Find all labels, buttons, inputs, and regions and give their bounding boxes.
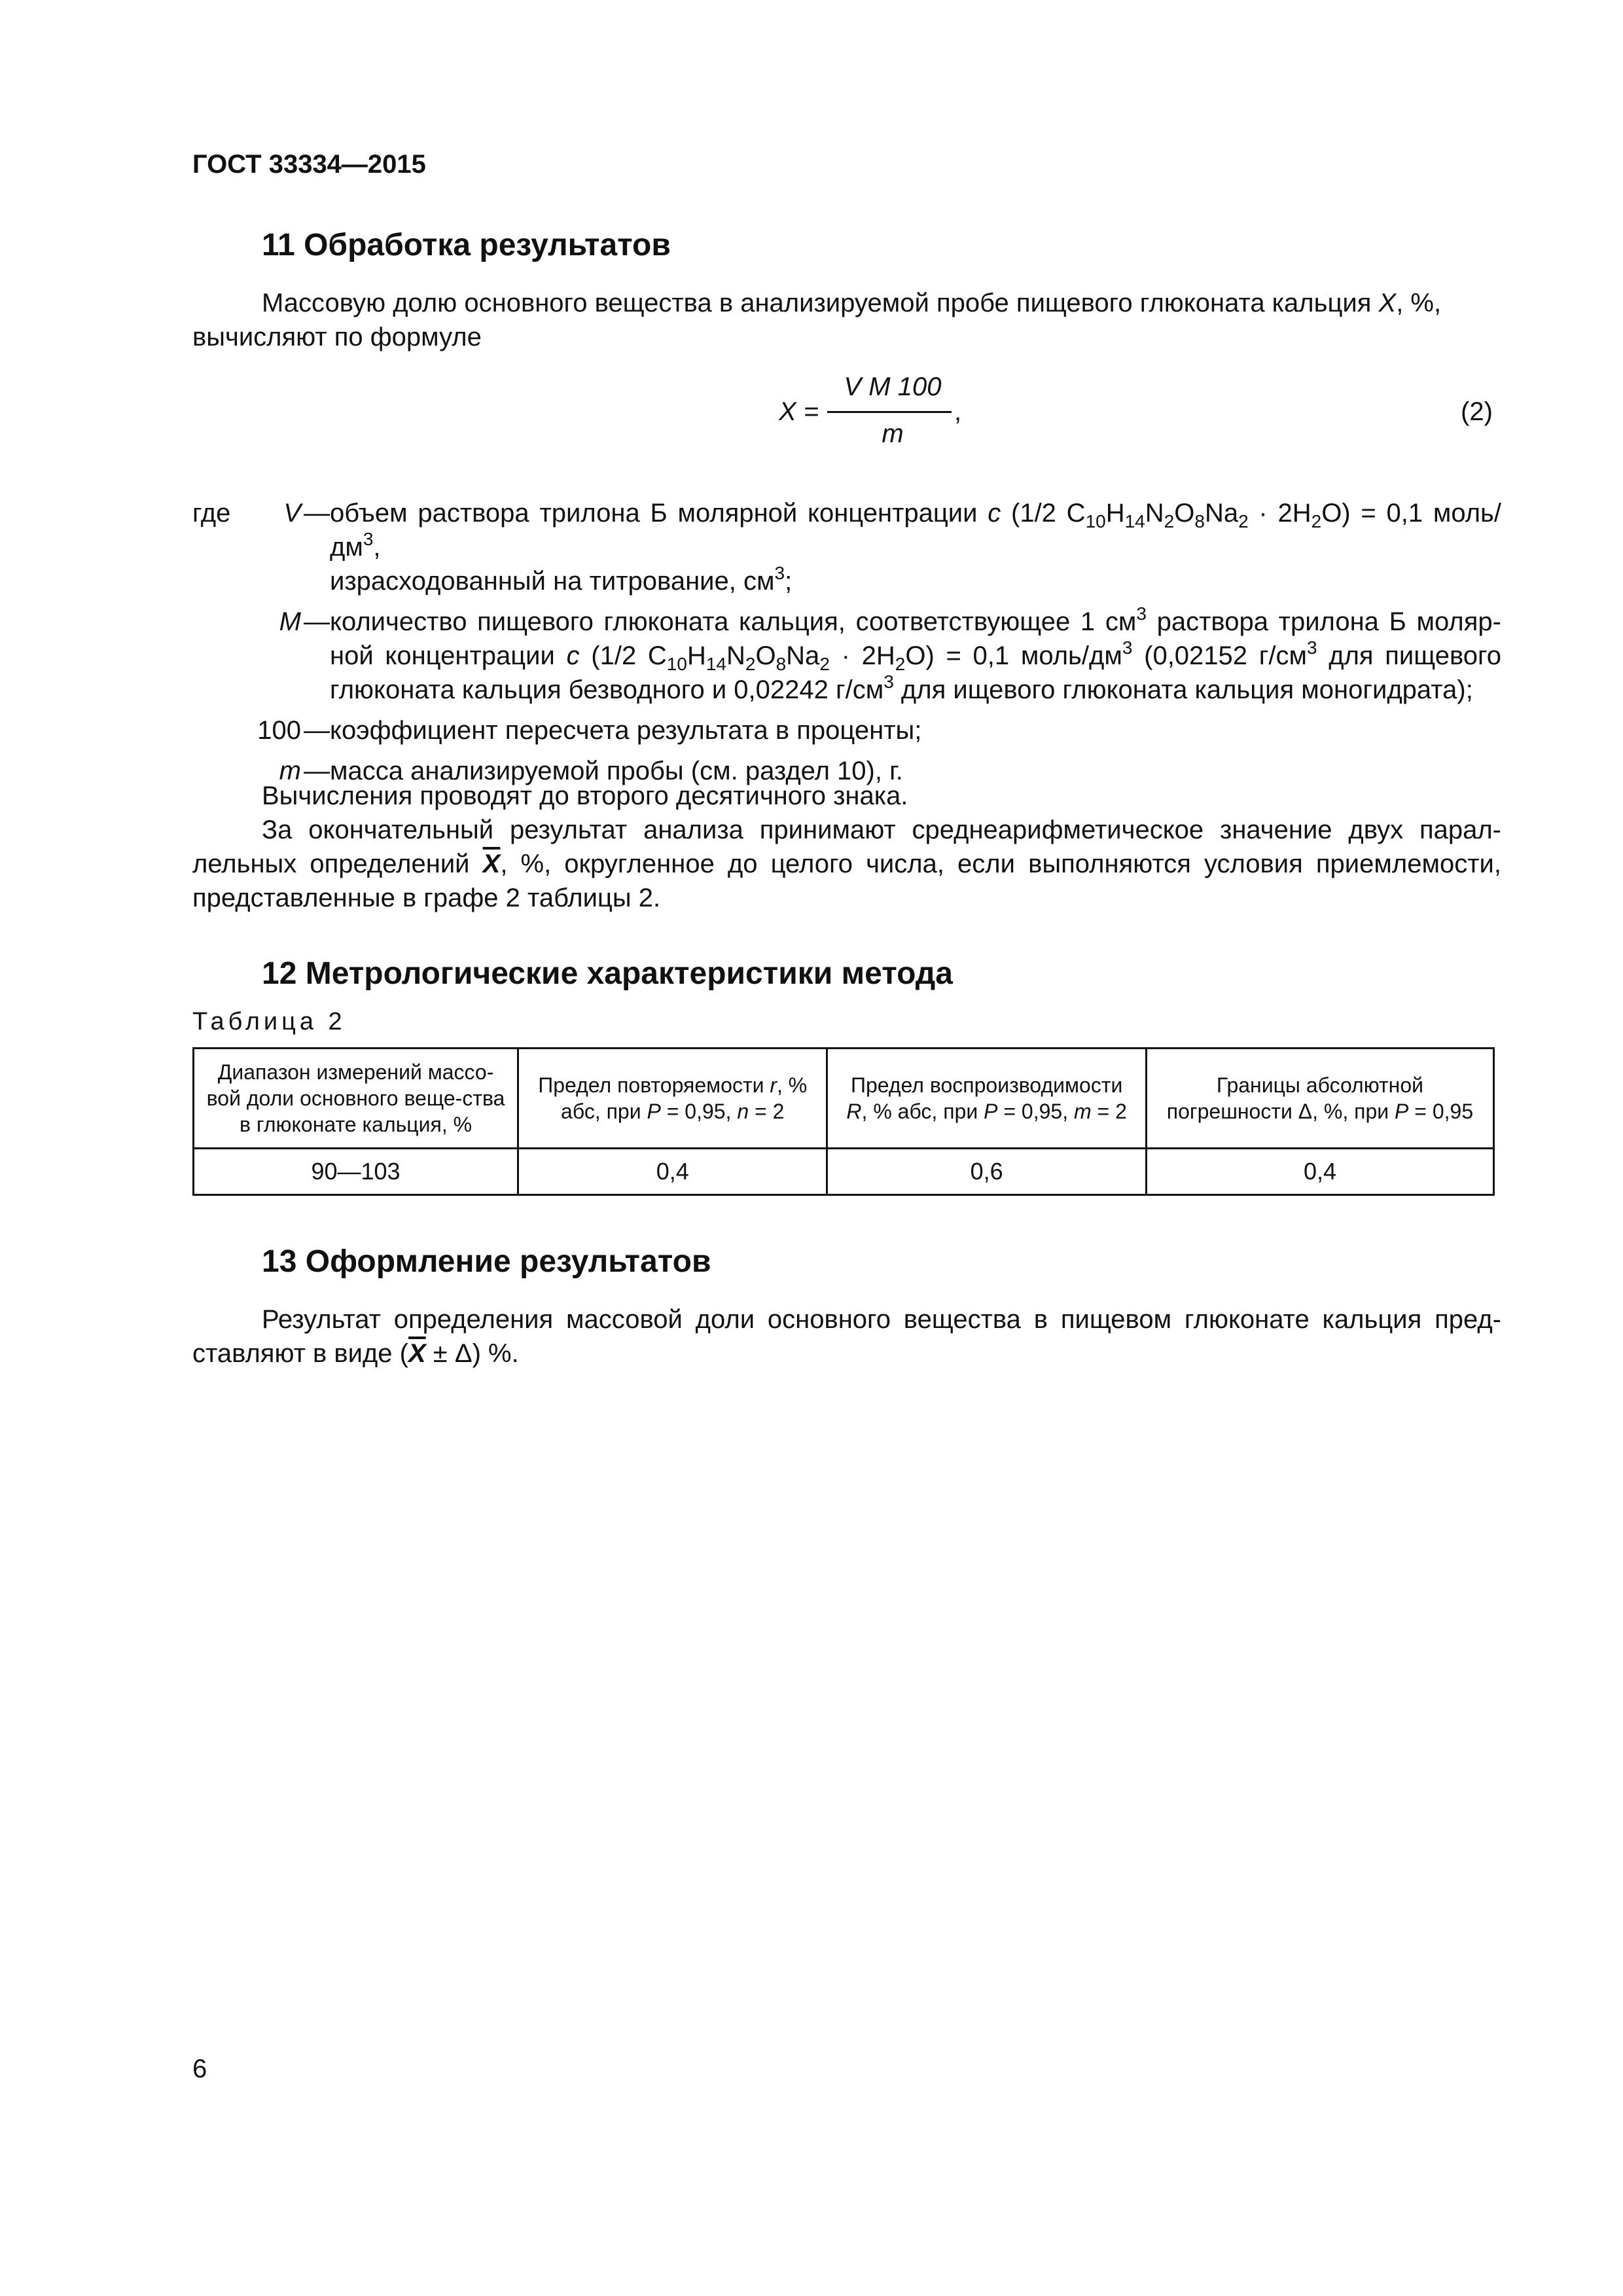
definition-dash: —: [304, 716, 330, 745]
table-cell: 0,6: [827, 1149, 1147, 1195]
definition-m: m — масса анализируемой пробы (см. раздел 10), г.: [192, 754, 1501, 788]
section-13-paragraph: Результат определения массовой доли основного вещества в пищевом глюконате кальция пред- ставляют в виде $(\overline{X} \pm \Delta)$ %.: [192, 1305, 1501, 1368]
formula-numerator: V M 100: [844, 372, 942, 401]
header-repeatability: Предел повторяемости r, % абс, при P = 0,95, n = 2: [518, 1049, 827, 1149]
formula-lhs: X =: [779, 397, 819, 426]
section-13-title: 13 Оформление результатов: [262, 1244, 711, 1279]
final-result-paragraph: За окончательный результат анализа принимают среднеарифметическое значение двух парал- лельных определений $\overline{X}$, %, округленное до целого числа, если выполняются условия приемлемости, представленные в графе 2 таблицы 2.: [192, 816, 1501, 912]
formula: [779, 370, 975, 455]
table-header-row: [194, 1049, 1494, 1149]
definition-M: M — количество пищевого глюконата кальция, соответствующее 1 $см^3$ раствора трилона Б моляр- ной концентрации c (1/2 $C_{10}H_{14}N_2O_8Na_2 \cdot 2H_2O) = 0,1$ моль/$дм^3$ (0,02152 $г/см^3$ для пищевого глюконата кальция безводного и 0,02242 $г/см^3$ для ищевого глюконата кальция моногидрата);: [192, 605, 1501, 707]
definition-V: где V — объем раствора трилона Б молярной концентрации c (1/2 $C_{10}H_{14}N_2O_8Na_2 \cdot 2H_2O) = 0,1$ моль/$дм^3$, израсходованный на титрование, $см^3$;: [192, 496, 1501, 598]
header-reproducibility: Предел воспроизводимости R, % абс, при P = 0,95, m = 2: [827, 1049, 1147, 1149]
definition-dash: —: [304, 499, 330, 528]
definition-dash: —: [304, 757, 330, 785]
table-caption: Таблица 2: [192, 1008, 346, 1035]
formula-denominator: m: [882, 420, 904, 448]
definition-term: M: [279, 607, 301, 636]
definition-term: 100: [257, 716, 301, 745]
metrology-table: [192, 1047, 1495, 1196]
formula-comma: ,: [954, 397, 962, 426]
table-cell: 90—103: [194, 1149, 518, 1195]
section-11-intro: Массовую долю основного вещества в анализируемой пробе пищевого глюконата кальция X, %, вычисляют по формуле: [192, 289, 1442, 351]
equation-number: (2): [1461, 397, 1493, 426]
definition-term: V: [283, 499, 301, 528]
page-number: 6: [192, 2054, 207, 2083]
document-header: ГОСТ 33334—2015: [192, 150, 426, 179]
section-12-title: 12 Метрологические характеристики метода: [262, 956, 953, 991]
header-measurement-range: Диапазон измерений массо-вой доли основного веще-ства в глюконате кальция, %: [194, 1049, 518, 1149]
calculation-note: Вычисления проводят до второго десятичного знака.: [262, 781, 908, 810]
header-error-bounds: Границы абсолютной погрешности Δ, %, при P = 0,95: [1146, 1049, 1493, 1149]
table-row: [194, 1149, 1494, 1195]
definitions-list: [192, 496, 1501, 788]
where-label: где: [192, 499, 231, 528]
fraction-line: [827, 411, 952, 413]
definition-dash: —: [304, 607, 330, 636]
table-cell: 0,4: [518, 1149, 827, 1195]
table-cell: 0,4: [1146, 1149, 1493, 1195]
section-11-title: 11 Обработка результатов: [262, 228, 671, 262]
definition-term: m: [279, 757, 301, 785]
definition-100: 100 — коэффициент пересчета результата в проценты;: [192, 713, 1501, 747]
